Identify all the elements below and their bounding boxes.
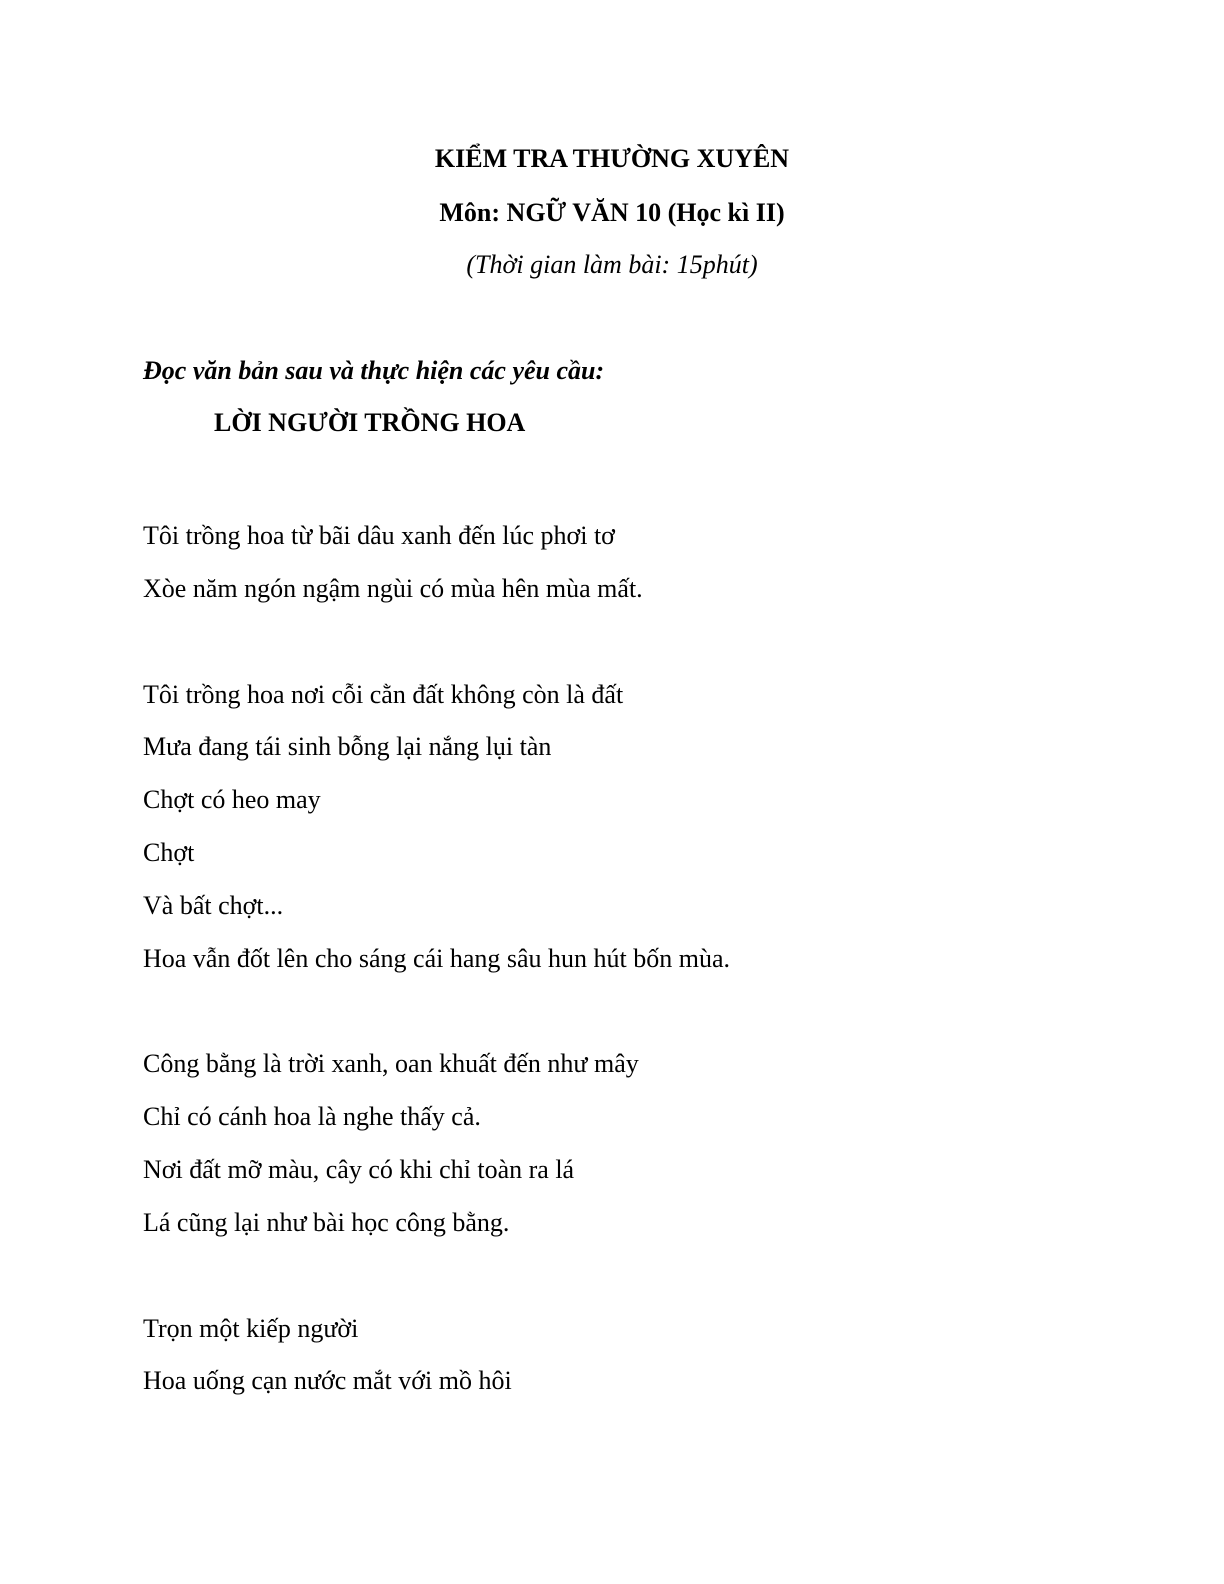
- exam-title: KIỂM TRA THƯỜNG XUYÊN: [434, 144, 790, 173]
- poem-body: [143, 510, 1143, 1461]
- poem-line: Tôi trồng hoa nơi cỗi cằn đất không còn là đất: [143, 679, 624, 709]
- exam-subject: Môn: NGỮ VĂN 10 (Học kì II): [439, 198, 785, 227]
- poem-line: Lá cũng lại như bài học công bằng.: [143, 1207, 510, 1237]
- poem-line: Chợt: [143, 837, 195, 867]
- poem-line: Công bằng là trời xanh, oan khuất đến như mây: [143, 1049, 639, 1079]
- poem-line: Tôi trồng hoa từ bãi dâu xanh đến lúc phơi tơ: [143, 521, 615, 550]
- stanza-1: [143, 510, 1143, 616]
- exam-time: (Thời gian làm bài: 15phút): [466, 250, 758, 279]
- stanza-3: [143, 1038, 1143, 1249]
- stanza-4: [143, 1303, 1143, 1409]
- poem-line: Hoa uống cạn nước mắt với mồ hôi: [143, 1366, 512, 1396]
- poem-title: LỜI NGƯỜI TRỒNG HOA: [214, 408, 526, 437]
- poem-line: Chợt có heo may: [143, 785, 321, 815]
- instruction: Đọc văn bản sau và thực hiện các yêu cầu:: [143, 356, 605, 385]
- poem-line: Xòe năm ngón ngậm ngùi có mùa hên mùa mất.: [143, 573, 643, 603]
- poem-line: Nơi đất mỡ màu, cây có khi chỉ toàn ra lá: [143, 1154, 575, 1184]
- stanza-2: [143, 669, 1143, 986]
- poem-line: Chỉ có cánh hoa là nghe thấy cả.: [143, 1102, 481, 1132]
- poem-line: Và bất chợt...: [143, 890, 284, 920]
- poem-line: Trọn một kiếp người: [143, 1313, 359, 1343]
- poem-line: Hoa vẫn đốt lên cho sáng cái hang sâu hun hút bốn mùa.: [143, 943, 731, 973]
- poem-line: Mưa đang tái sinh bỗng lại nắng lụi tàn: [143, 732, 552, 762]
